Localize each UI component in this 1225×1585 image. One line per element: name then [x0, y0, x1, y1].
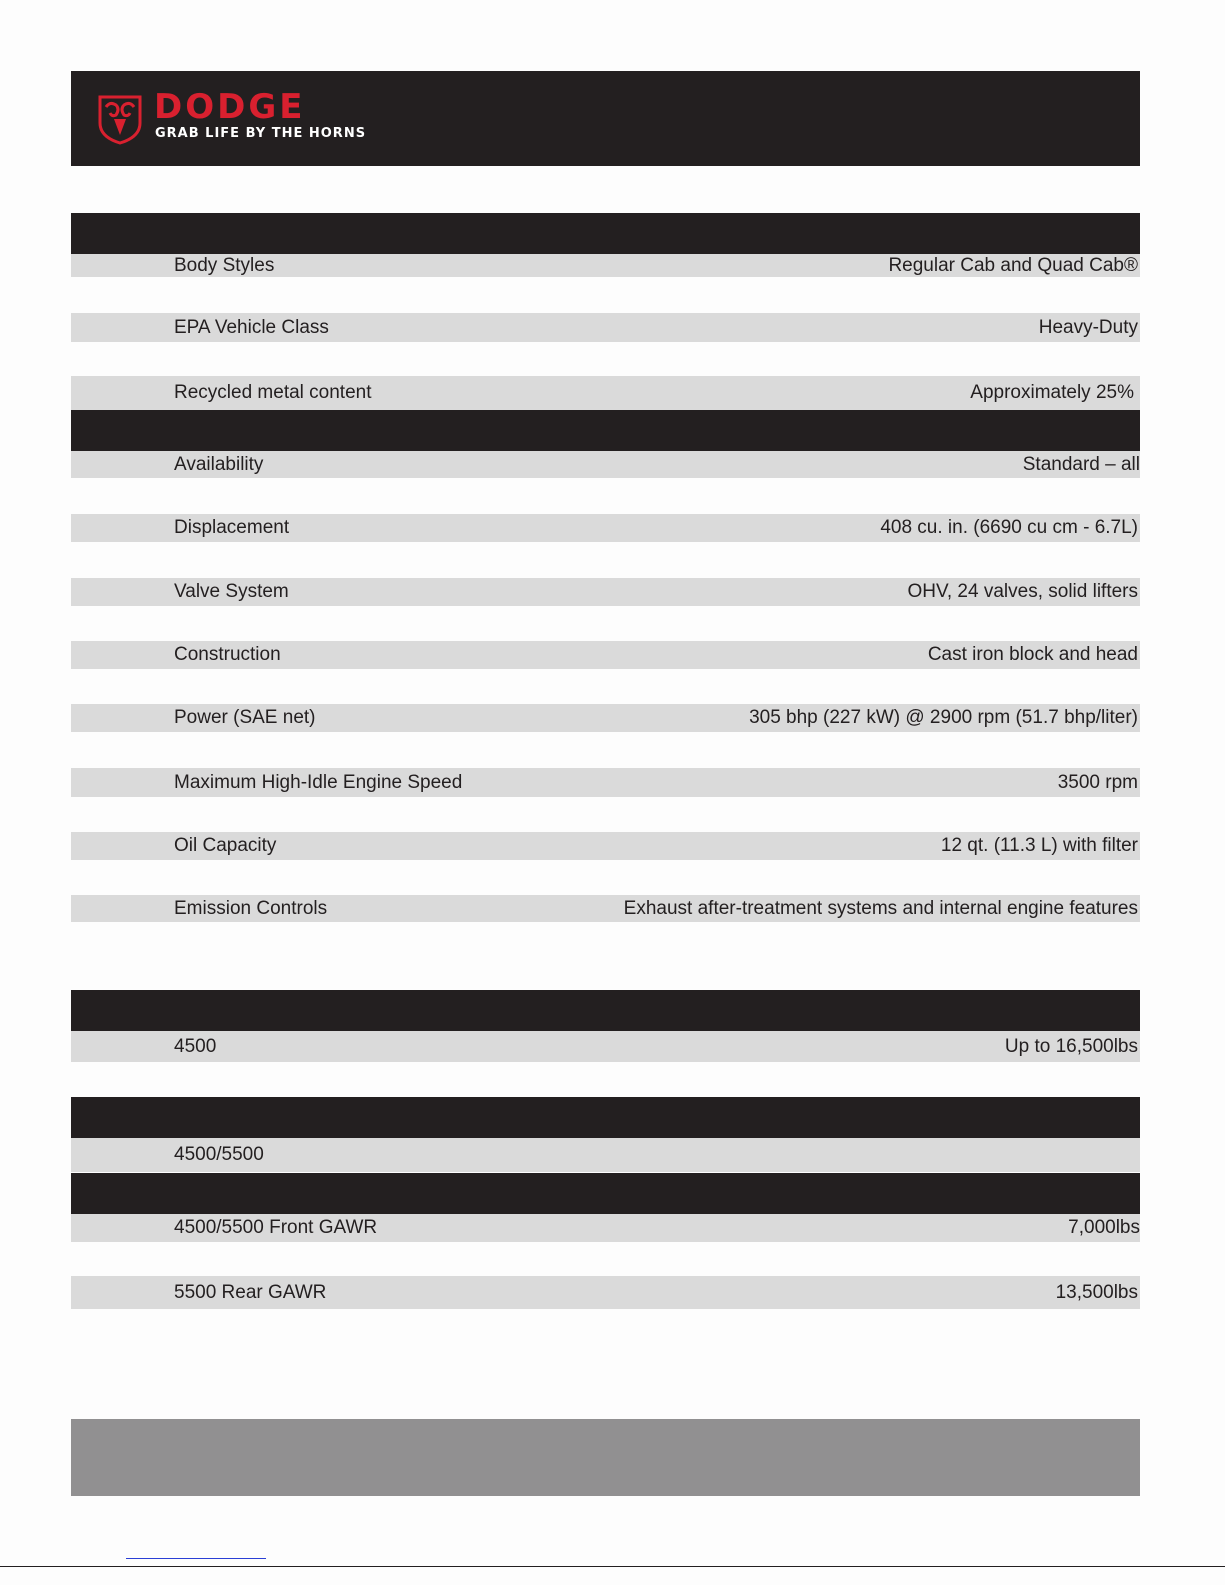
- spec-value: Regular Cab and Quad Cab®: [888, 254, 1138, 276]
- spec-row: [71, 313, 1140, 342]
- spec-value: 12 qt. (11.3 L) with filter: [940, 835, 1138, 856]
- spec-value: OHV, 24 valves, solid lifters: [907, 581, 1138, 602]
- spec-row: [71, 1031, 1140, 1062]
- spec-row: [71, 514, 1140, 542]
- spec-row: [71, 578, 1140, 606]
- page-bottom-rule: [0, 1566, 1225, 1567]
- footer-link[interactable]: [126, 1558, 266, 1559]
- spec-value: 7,000lbs: [1068, 1217, 1140, 1238]
- section-header-bar: [71, 1097, 1140, 1138]
- spec-value: Standard – all: [1022, 453, 1140, 475]
- spec-row: [71, 254, 1140, 277]
- spec-row: [71, 376, 1140, 410]
- section-header-bar: [71, 990, 1140, 1031]
- section-header-bar: [71, 1173, 1140, 1214]
- spec-row: [71, 641, 1140, 669]
- footer-bar: [71, 1419, 1140, 1496]
- spec-value: Cast iron block and head: [927, 644, 1138, 665]
- page-header: [71, 71, 1140, 166]
- spec-value: 408 cu. in. (6690 cu cm - 6.7L): [880, 517, 1138, 538]
- spec-value: 13,500lbs: [1055, 1281, 1138, 1303]
- section-header-bar: [71, 213, 1140, 254]
- ram-head-icon: [96, 93, 144, 145]
- spec-row: [71, 1138, 1140, 1172]
- spec-label: 4500/5500: [174, 1144, 264, 1165]
- spec-label: Emission Controls: [174, 897, 328, 919]
- spec-value: Up to 16,500lbs: [1004, 1035, 1138, 1057]
- spec-label: Power (SAE net): [174, 707, 316, 728]
- spec-row: [71, 768, 1140, 797]
- spec-value: Exhaust after-treatment systems and internal engine features: [623, 897, 1138, 919]
- spec-label: Body Styles: [174, 254, 275, 276]
- spec-label: Valve System: [174, 581, 289, 602]
- spec-row: [71, 1214, 1140, 1242]
- section-header-bar: [71, 410, 1140, 451]
- spec-row: [71, 704, 1140, 732]
- spec-row: [71, 451, 1140, 478]
- spec-row: [71, 895, 1140, 922]
- spec-value: Approximately 25%: [970, 382, 1134, 403]
- spec-label: Oil Capacity: [174, 835, 277, 856]
- spec-label: EPA Vehicle Class: [174, 316, 329, 338]
- spec-label: Maximum High-Idle Engine Speed: [174, 771, 463, 793]
- spec-label: Displacement: [174, 517, 290, 538]
- spec-value: Heavy-Duty: [1038, 316, 1138, 338]
- spec-label: 5500 Rear GAWR: [174, 1281, 327, 1303]
- brand-tagline: GRAB LIFE BY THE HORNS: [155, 126, 367, 141]
- spec-value: 3500 rpm: [1057, 771, 1138, 793]
- spec-label: Construction: [174, 644, 281, 665]
- spec-row: [71, 1276, 1140, 1309]
- spec-value: 305 bhp (227 kW) @ 2900 rpm (51.7 bhp/liter): [749, 707, 1138, 728]
- spec-label: 4500: [174, 1035, 217, 1057]
- spec-label: Availability: [174, 453, 264, 475]
- spec-label: 4500/5500 Front GAWR: [174, 1217, 378, 1238]
- brand-name: DODGE: [154, 87, 306, 127]
- spec-row: [71, 832, 1140, 860]
- spec-label: Recycled metal content: [174, 382, 372, 403]
